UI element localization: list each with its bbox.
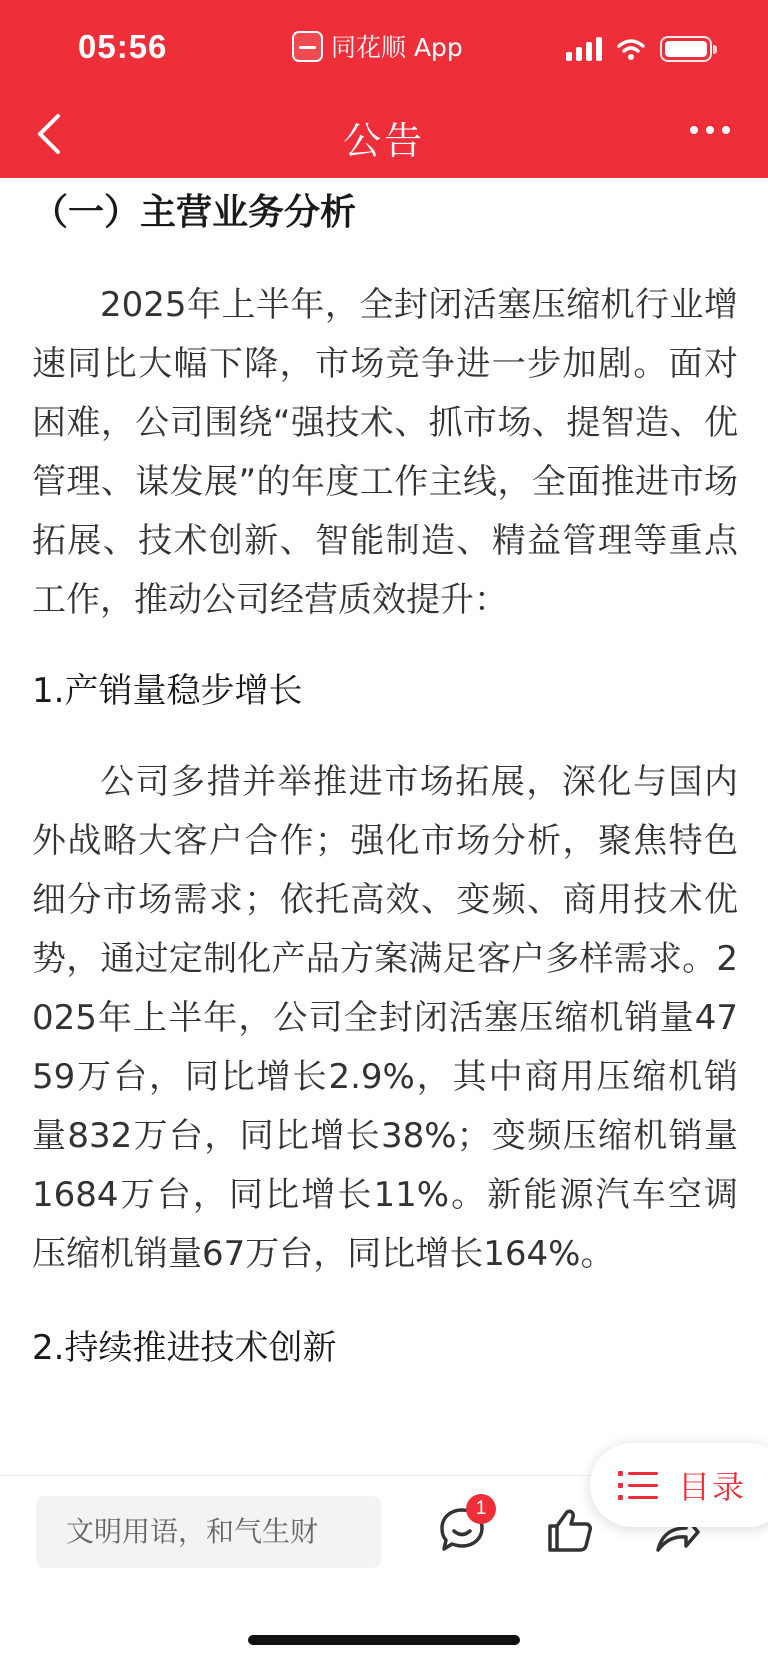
app-logo-icon [292, 31, 323, 62]
section-heading: （一）主营业务分析 [32, 192, 357, 233]
comment-count-badge: 1 [466, 1494, 496, 1524]
status-icons [566, 36, 712, 62]
source-app-name: 同花顺 App [331, 33, 463, 62]
status-time: 05:56 [78, 28, 168, 65]
source-app-indicator[interactable] [292, 28, 463, 64]
article-content [32, 178, 738, 1378]
wifi-icon [616, 37, 646, 61]
cellular-signal-icon [566, 37, 602, 61]
toc-button[interactable] [590, 1443, 768, 1527]
subheading-tech-innovation: 2.持续推进技术创新 [32, 1328, 337, 1368]
page-title: 公告 [342, 119, 425, 163]
thumbs-up-icon[interactable] [544, 1504, 596, 1556]
home-indicator[interactable] [248, 1635, 520, 1645]
comment-input[interactable]: 文明用语，和气生财 [36, 1496, 381, 1568]
app-header [0, 0, 768, 178]
battery-icon [660, 36, 712, 62]
subheading-sales-growth: 1.产销量稳步增长 [32, 671, 303, 711]
article-paragraph: 2025年上半年，全封闭活塞压缩机行业增速同比大幅下降，市场竞争进一步加剧。面对困难，公司围绕“强技术、抓市场、提智造、优管理、谋发展”的年度工作主线，全面推进市场拓展、技术创新、智能制造、精益管理等重点工作，推动公司经营质效提升： [32, 285, 738, 620]
more-options-icon[interactable] [690, 126, 730, 134]
toc-label: 目录 [678, 1468, 747, 1506]
article-paragraph: 公司多措并举推进市场拓展，深化与国内外战略大客户合作；强化市场分析，聚焦特色细分市场需求；依托高效、变频、商用技术优势，通过定制化产品方案满足客户多样需求。2025年上半年，公司全封闭活塞压缩机销量4759万台，同比增长2.9%，其中商用压缩机销量832万台，同比增长38%；变频压缩机销量1684万台，同比增长11%。新能源汽车空调压缩机销量67万台，同比增长164%。 [32, 762, 738, 1274]
list-icon [618, 1469, 658, 1501]
